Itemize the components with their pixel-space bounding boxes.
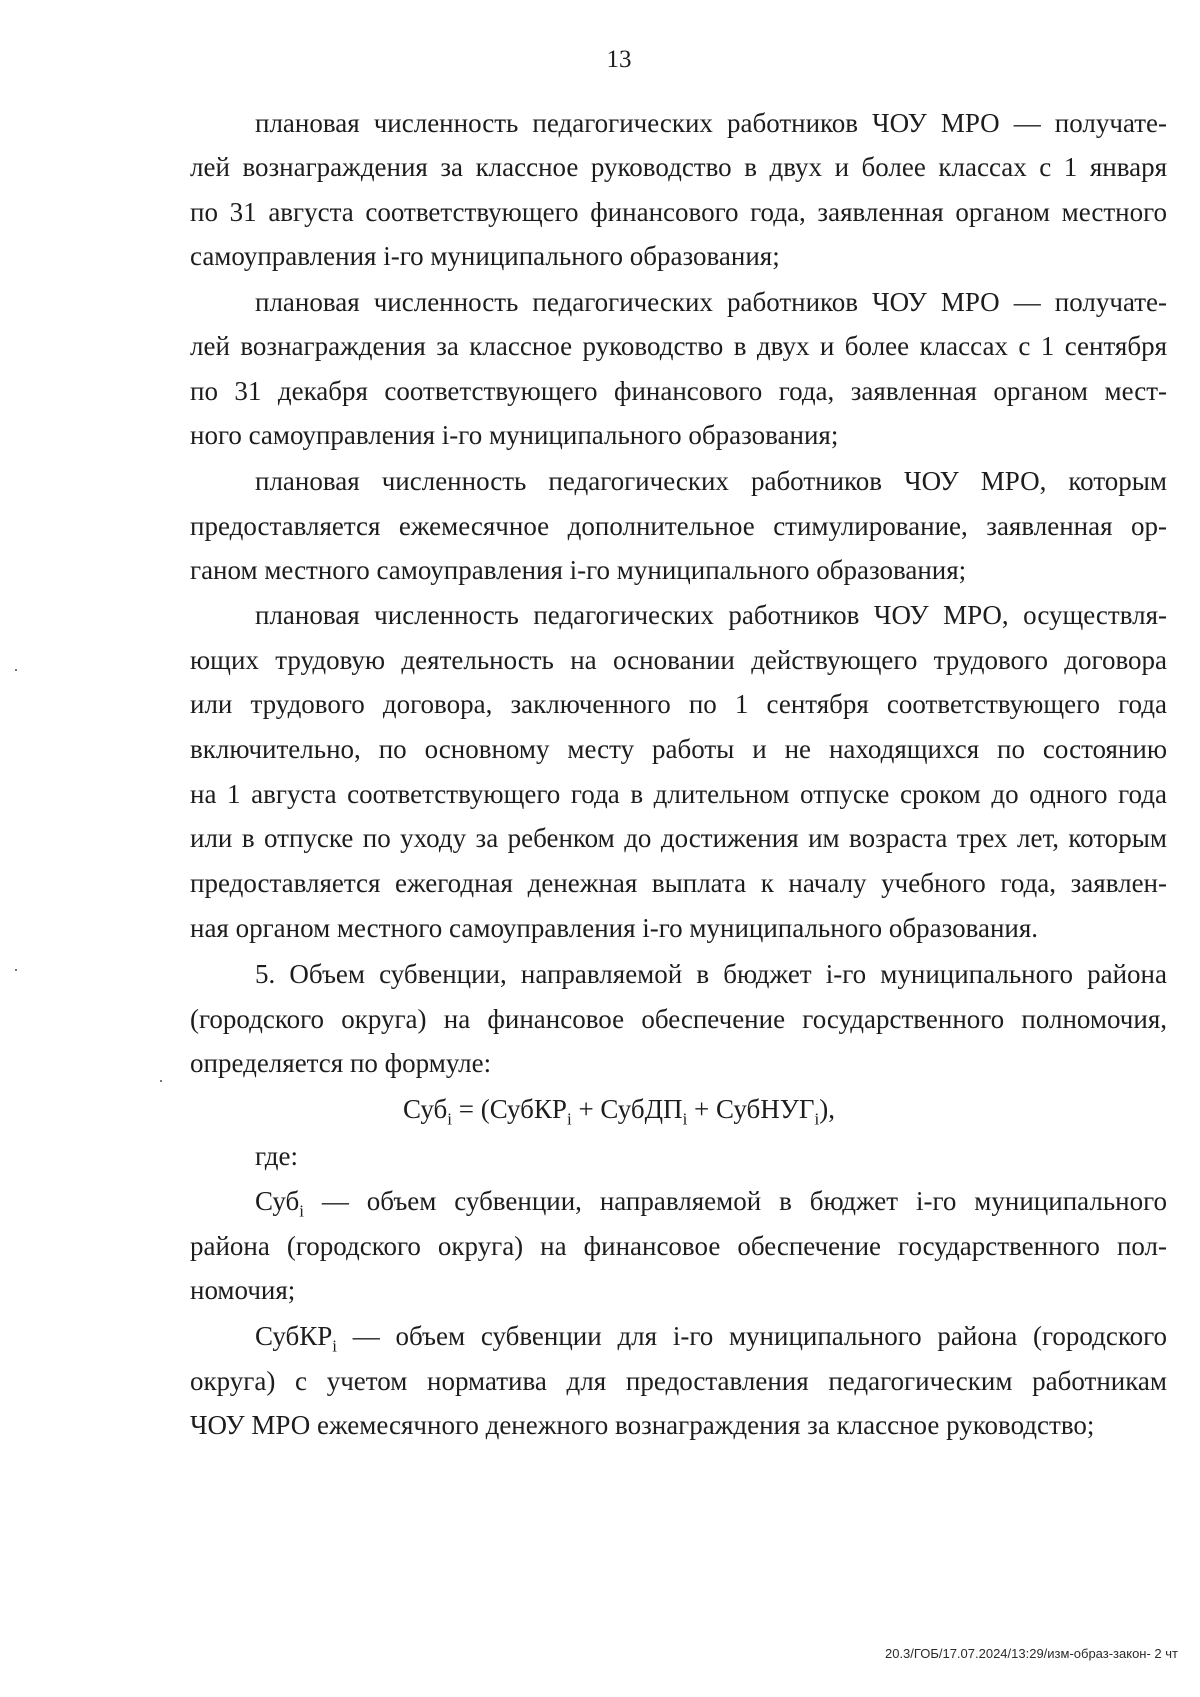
- definition-1-line-2: района (городского округа) на финансовое обеспечение государственного пол-: [190, 1231, 1167, 1261]
- scan-speck: [15, 969, 17, 971]
- paragraph-5-line-3: определяется по формуле:: [190, 1048, 492, 1078]
- definition-2-line-1: [255, 1319, 1167, 1363]
- definition-2-line-3: ЧОУ МРО ежемесячного денежного вознаграждения за классное руководство;: [190, 1410, 1095, 1440]
- document-footer-code: 20.3/ГОБ/17.07.2024/13:29/изм-образ-закон- 2 чт: [884, 1646, 1178, 1661]
- where-label: где:: [255, 1141, 298, 1171]
- paragraph-4-line-2: ющих трудовую деятельность на основании действующего трудового договора: [190, 645, 1167, 675]
- paragraph-1-line-1: плановая численность педагогических работников ЧОУ МРО — получате-: [255, 108, 1167, 138]
- formula-part-1: Суб: [403, 1094, 448, 1124]
- paragraph-1-line-3: по 31 августа соответствующего финансового года, заявленная органом местного: [190, 197, 1167, 227]
- formula-subscript-2: i: [566, 1109, 572, 1129]
- formula-part-3: + СубДП: [571, 1094, 683, 1124]
- paragraph-1-line-2: лей вознаграждения за классное руководство в двух и более классах с 1 января: [190, 152, 1167, 182]
- scan-speck: [160, 1080, 162, 1082]
- paragraph-3-line-3: ганом местного самоуправления i-го муниципального образования;: [190, 555, 967, 585]
- paragraph-3-line-2: предоставляется ежемесячное дополнительное стимулирование, заявленная ор-: [190, 511, 1167, 541]
- paragraph-3-line-1: плановая численность педагогических работников ЧОУ МРО, которым: [255, 466, 1167, 496]
- paragraph-2-line-4: ного самоуправления i-го муниципального образования;: [190, 420, 839, 450]
- scan-speck: [15, 669, 17, 671]
- paragraph-5-line-2: (городского округа) на финансовое обеспечение государственного полномочия,: [190, 1004, 1167, 1034]
- paragraph-2-line-2: лей вознаграждения за классное руководство в двух и более классах с 1 сентября: [190, 331, 1167, 361]
- paragraph-4-line-7: предоставляется ежегодная денежная выплата к началу учебного года, заявлен-: [190, 868, 1167, 898]
- paragraph-2-line-3: по 31 декабря соответствующего финансового года, заявленная органом мест-: [190, 376, 1167, 406]
- definition-2-text: — объем субвенции для i-го муниципального района (городского: [336, 1321, 1167, 1351]
- definition-1-subscript: i: [299, 1201, 304, 1221]
- definition-1-symbol: Суб: [255, 1186, 300, 1216]
- paragraph-2-line-1: плановая численность педагогических работников ЧОУ МРО — получате-: [255, 287, 1167, 317]
- paragraph-1-line-4: самоуправления i-го муниципального образования;: [190, 241, 780, 271]
- formula-subscript-4: i: [814, 1109, 820, 1129]
- formula-part-5: ),: [819, 1094, 835, 1124]
- formula-part-2: = (СубКР: [451, 1094, 567, 1124]
- definition-2-symbol: СубКР: [255, 1321, 333, 1351]
- paragraph-4-line-5: на 1 августа соответствующего года в длительном отпуске сроком до одного года: [190, 779, 1167, 809]
- definition-2-line-2: округа) с учетом норматива для предоставления педагогическим работникам: [190, 1366, 1167, 1396]
- definition-1-text: — объем субвенции, направляемой в бюджет i-го муниципального: [303, 1186, 1167, 1216]
- paragraph-5-line-1: 5. Объем субвенции, направляемой в бюджет i-го муниципального района: [255, 959, 1167, 989]
- formula-subscript-3: i: [682, 1109, 688, 1129]
- paragraph-4-line-3: или трудового договора, заключенного по 1 сентября соответствующего года: [190, 689, 1167, 719]
- page-number: 13: [606, 46, 632, 73]
- paragraph-4-line-4: включительно, по основному месту работы и не находящихся по состоянию: [190, 734, 1167, 764]
- formula-subscript-1: i: [447, 1109, 452, 1129]
- definition-1-line-3: номочия;: [190, 1275, 296, 1305]
- subvention-formula: [0, 1092, 1200, 1136]
- paragraph-4-line-6: или в отпуске по уходу за ребенком до достижения им возраста трех лет, которым: [190, 823, 1167, 853]
- paragraph-4-line-8: ная органом местного самоуправления i-го муниципального образования.: [190, 913, 1039, 943]
- definition-1-line-1: [255, 1184, 1167, 1228]
- paragraph-4-line-1: плановая численность педагогических работников ЧОУ МРО, осуществля-: [255, 600, 1167, 630]
- definition-2-subscript: i: [332, 1336, 337, 1356]
- formula-part-4: + СубНУГ: [687, 1094, 815, 1124]
